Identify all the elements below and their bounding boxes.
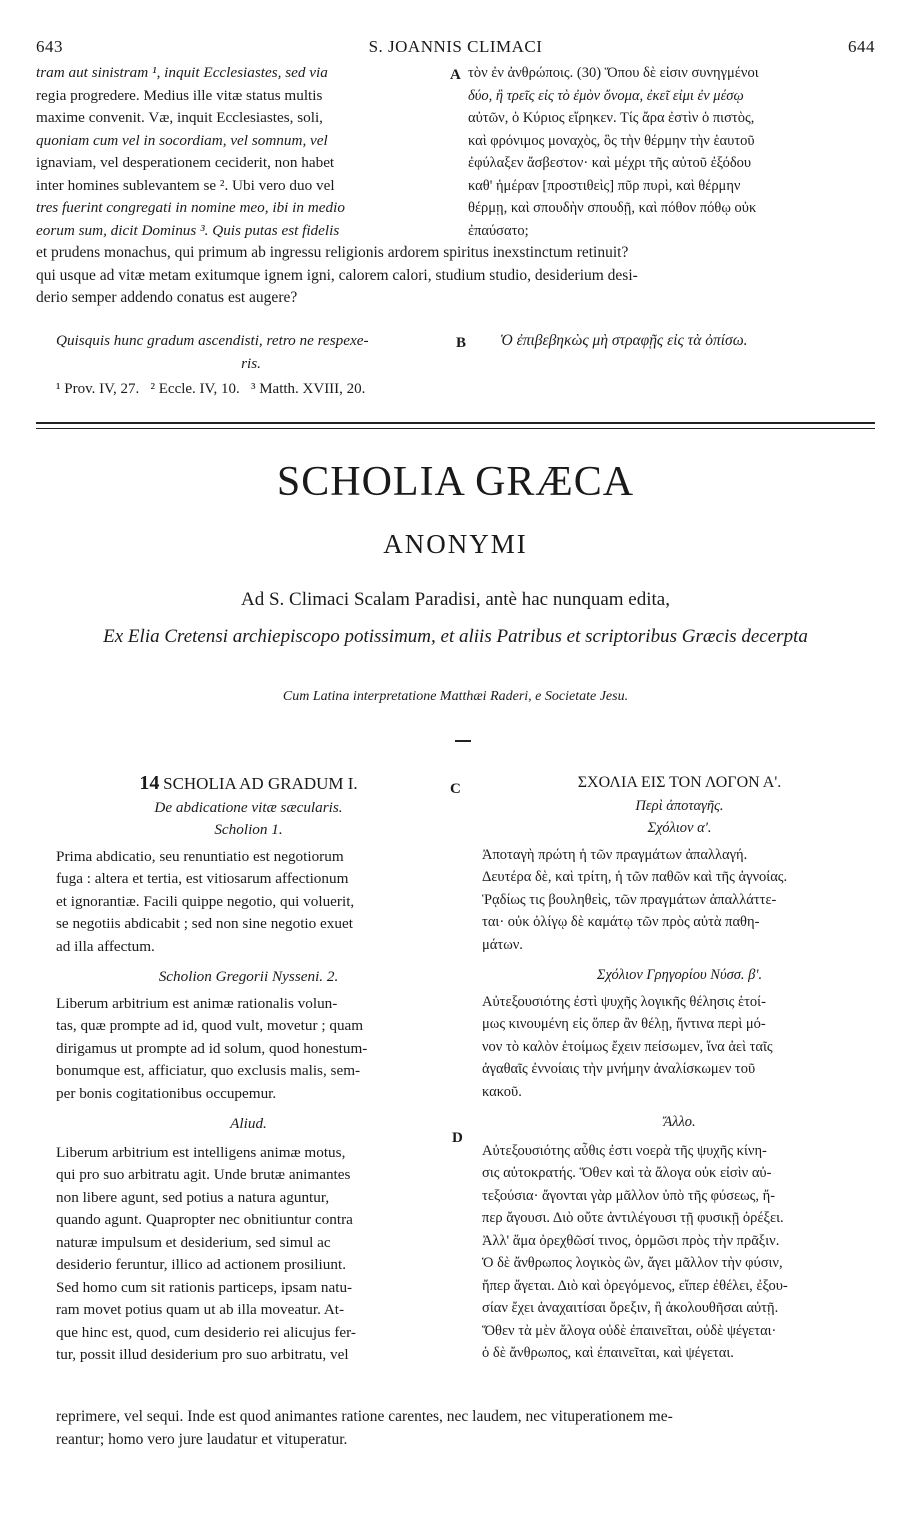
- scholion-title: Σχόλιον Γρηγορίου Νύσσ. β'.: [596, 967, 763, 983]
- text-line: Prima abdicatio, seu renuntiatio est negotiorum: [56, 847, 344, 865]
- text-line: ris.: [241, 354, 261, 372]
- text-line: θέρμῃ, καὶ σπουδὴν σπουδῇ, καὶ πόθον πόθῳ οὐκ: [468, 200, 757, 216]
- left-scholia-column: [56, 772, 441, 1367]
- heading-text: SCHOLIA AD GRADUM I.: [163, 774, 358, 793]
- text-line: Sed homo cum sit rationis particeps, ipsam natu-: [56, 1278, 353, 1296]
- text-line: fuga : altera et tertia, est vitiosarum affectionum: [56, 870, 349, 887]
- section-number: 14: [139, 772, 160, 794]
- top-full-width-text: [36, 242, 875, 310]
- text-line: Ὁ ἐπιβεβηκὼς μὴ στραφῇς εἰς τὰ ὀπίσω.: [500, 332, 748, 349]
- text-line: ignaviam, vel desperationem ceciderit, non habet: [36, 154, 335, 171]
- text-line: regia progredere. Medius ille vitæ status multis: [36, 86, 323, 104]
- text-line: tur, possit illud desiderium pro suo arbitratu, vel: [56, 1346, 349, 1363]
- text-line: quoniam cum vel in socordiam, vel somnum, vel: [36, 131, 328, 149]
- right-scholia-column: [482, 772, 877, 1365]
- title-line-italic: Ex Elia Cretensi archiepiscopo potissimum, et aliis Patribus et scriptoribus Græcis decerpta: [103, 626, 808, 647]
- text-line: Ὅθεν τὰ μὲν ἄλογα οὐδὲ ἐπαινεῖται, οὐδὲ ψέγεται·: [482, 1322, 777, 1339]
- text-line: Ἀποταγὴ πρώτη ἡ τῶν πραγμάτων ἀπαλλαγή.: [482, 846, 748, 863]
- top-latin-column: [36, 62, 444, 242]
- separator-dash: [455, 740, 471, 742]
- text-line: μάτων.: [482, 936, 523, 953]
- text-line: que hinc est, quod, cum desiderio rei alicujus fer-: [56, 1323, 356, 1341]
- text-line: τὸν ἐν ἀνθρώποις. (30) Ὅπου δὲ εἰσιν συνηγμένοι: [468, 65, 759, 81]
- scholion-title: Scholion Gregorii Nysseni. 2.: [158, 968, 339, 985]
- text-line: τεξούσια· ἄγονται γὰρ μᾶλλον ὑπὸ τῆς φύσεως, ἤ-: [482, 1187, 776, 1204]
- text-line: tas, quæ prompte ad id, quod vult, movetur ; quam: [56, 1017, 364, 1034]
- text-line: et prudens monachus, qui primum ab ingressu religionis ardorem spiritus inexstinctum retinuit?: [36, 244, 629, 261]
- running-head: [36, 36, 875, 58]
- margin-marker-c: C: [450, 781, 461, 797]
- text-line: ram movet potius quam ut ab illa moveatur. At-: [56, 1301, 345, 1318]
- text-line: ad illa affectum.: [56, 937, 155, 955]
- main-title: SCHOLIA GRÆCA: [276, 459, 635, 505]
- text-line: μως κινουμένη εἰς ὅπερ ἂν θέλῃ, ἥντινα περὶ μό-: [482, 1016, 766, 1032]
- text-line: νον τὸ καλὸν ἑτοίμως ἔχειν πείσωμεν, ἵνα ἀεὶ ταῖς: [482, 1038, 773, 1055]
- text-line: Αὐτεξουσιότης αὖθις ἐστι νοερὰ τῆς ψυχῆς κίνη-: [482, 1142, 767, 1159]
- text-line: maxime convenit. Væ, inquit Ecclesiastes, soli,: [36, 109, 323, 126]
- bottom-full-width-text: [56, 1406, 875, 1451]
- text-line: σίαν ἔχει ἀναχαιτίσαι ὄρεξιν, ἢ ἀκολουθῆσαι αὐτῇ.: [482, 1300, 779, 1316]
- text-line: eorum sum, dicit Dominus ³. Quis putas est fidelis: [36, 221, 340, 239]
- left-subheading: De abdicatione vitæ sæcularis.: [154, 798, 343, 816]
- text-line: κακοῦ.: [482, 1083, 522, 1100]
- text-line: dirigamus ut prompte ad id solum, quod honestum-: [56, 1039, 368, 1057]
- latin-closing: [56, 330, 446, 375]
- text-line: tram aut sinistram ¹, inquit Ecclesiastes, sed via: [36, 64, 328, 81]
- title-line: Ad S. Climaci Scalam Paradisi, antè hac nunquam edita,: [241, 589, 670, 610]
- text-line: tres fuerint congregati in nomine meo, ibi in medio: [36, 199, 345, 216]
- text-line: καὶ φρόνιμος μοναχὸς, ὃς τὴν θέρμην τὴν ἑαυτοῦ: [468, 132, 755, 149]
- greek-closing: [500, 330, 880, 353]
- translator-line: Cum Latina interpretatione Matthæi Raderi, e Societate Jesu.: [282, 689, 629, 704]
- left-heading: [56, 772, 441, 797]
- right-page-number: 644: [847, 37, 875, 56]
- text-line: Quisquis hunc gradum ascendisti, retro ne respexe-: [56, 332, 369, 349]
- margin-marker-d: D: [452, 1130, 463, 1146]
- running-title: S. JOANNIS CLIMACI: [368, 37, 543, 56]
- text-line: Liberum arbitrium est intelligens animæ motus,: [56, 1143, 346, 1161]
- text-line: Liberum arbitrium est animæ rationalis volun-: [56, 994, 338, 1012]
- text-line: ἀγαθαῖς ἐννοίαις τὴν μνήμην ἀναλίσκωμεν τοῦ: [482, 1061, 756, 1077]
- text-line: reantur; homo vero jure laudatur et vituperatur.: [56, 1430, 348, 1448]
- text-line: σις αὐτοκρατής. Ὅθεν καὶ τὰ ἄλογα οὐκ εἰσὶν αὐ-: [482, 1165, 772, 1181]
- scholion-title: Ἄλλο.: [663, 1114, 696, 1130]
- text-line: ἐπαύσατο;: [468, 222, 529, 239]
- text-line: Δευτέρα δὲ, καὶ τρίτη, ἡ τῶν παθῶν καὶ τῆς ἀγνοίας.: [482, 869, 788, 885]
- text-line: bonumque est, afficiatur, quo exclusis malis, sem-: [56, 1062, 361, 1079]
- text-line: Ἀλλ' ἅμα ὀρεχθῶσί τινος, ὁρμῶσι πρὸς τὴν πρᾶξιν.: [482, 1232, 780, 1249]
- scholion-title: Σχόλιον α'.: [647, 820, 712, 836]
- text-line: inter homines sublevantem se ². Ubi vero duo vel: [36, 176, 335, 194]
- text-line: δύο, ἢ τρεῖς εἰς τὸ ἐμὸν ὄνομα, ἐκεῖ εἰμι ἐν μέσῳ: [468, 87, 744, 104]
- divider-rule: [36, 428, 875, 429]
- text-line: non libere agunt, sed potius a natura aguntur,: [56, 1188, 330, 1206]
- text-line: ἐφύλαξεν ἄσβεστον· καὶ μέχρι τῆς αὐτοῦ ἐξόδου: [468, 155, 752, 171]
- text-line: Ῥᾳδίως τις βουληθεὶς, τῶν πραγμάτων ἀπαλλάττε-: [482, 891, 777, 908]
- text-line: ται· οὐκ ὀλίγῳ δὲ καμάτῳ τῶν πρὸς αὐτὰ παθη-: [482, 914, 760, 930]
- subtitle: ANONYMI: [383, 529, 528, 559]
- text-line: et ignorantiæ. Facili quippe negotio, qui voluerit,: [56, 892, 355, 910]
- divider-rule: [36, 422, 875, 424]
- text-line: περ ἄγουσι. Διὸ οὔτε ἀντιλέγουσι τῇ φυσικῇ ὀρέξει.: [482, 1210, 784, 1226]
- scholion-title: Aliud.: [230, 1115, 267, 1132]
- text-line: naturæ impulsum et desiderium, sed simul ac: [56, 1233, 331, 1251]
- margin-marker-a: A: [450, 67, 461, 83]
- text-line: ἤπερ ἄγεται. Διὸ καὶ ὀρεγόμενος, εἴπερ ἐθέλει, ἐξου-: [482, 1277, 788, 1294]
- left-page-number: 643: [36, 37, 63, 56]
- text-line: ὁ δὲ ἄνθρωπος, καὶ ἐπαινεῖται, καὶ ψέγεται.: [482, 1345, 734, 1361]
- text-line: Ὁ δὲ ἄνθρωπος λογικὸς ὢν, ἄγει μᾶλλον τὴν φύσιν,: [482, 1255, 783, 1271]
- right-subheading: Περὶ ἀποταγῆς.: [635, 797, 724, 814]
- text-line: Αὐτεξουσιότης ἐστὶ ψυχῆς λογικῆς θέλησις ἑτοί-: [482, 993, 766, 1010]
- text-line: qui pro suo arbitratu agit. Unde brutæ animantes: [56, 1166, 351, 1183]
- text-line: αὐτῶν, ὁ Κύριος εἴρηκεν. Τίς ἄρα ἐστὶν ὁ πιστὸς,: [468, 110, 755, 126]
- text-line: καθ' ἡμέραν [προστιθεὶς] πῦρ πυρὶ, καὶ θέρμην: [468, 177, 741, 194]
- top-greek-column: [468, 62, 876, 242]
- text-line: derio semper addendo conatus est augere?: [36, 289, 298, 306]
- text-line: per bonis cogitationibus occupemur.: [56, 1084, 277, 1102]
- text-line: quando agunt. Quapropter nec obnitiuntur contra: [56, 1211, 353, 1228]
- text-line: se negotiis abdicabit ; sed non sine negotio exuet: [56, 915, 353, 932]
- margin-marker-b: B: [456, 335, 467, 351]
- text-line: desiderio feruntur, illico ad actionem prosiliunt.: [56, 1256, 346, 1273]
- right-heading: ΣΧΟΛΙΑ ΕΙΣ ΤΟΝ ΛΟΓΟΝ Α'.: [577, 774, 782, 791]
- scholion-title: Scholion 1.: [214, 821, 283, 838]
- text-line: qui usque ad vitæ metam exitumque ignem igni, calorem calori, studium studio, desiderium desi-: [36, 266, 638, 284]
- footnotes: ¹ Prov. IV, 27. ² Eccle. IV, 10. ³ Matth. XVIII, 20.: [56, 381, 366, 397]
- text-line: reprimere, vel sequi. Inde est quod animantes ratione carentes, nec laudem, nec vituperationem me-: [56, 1408, 673, 1425]
